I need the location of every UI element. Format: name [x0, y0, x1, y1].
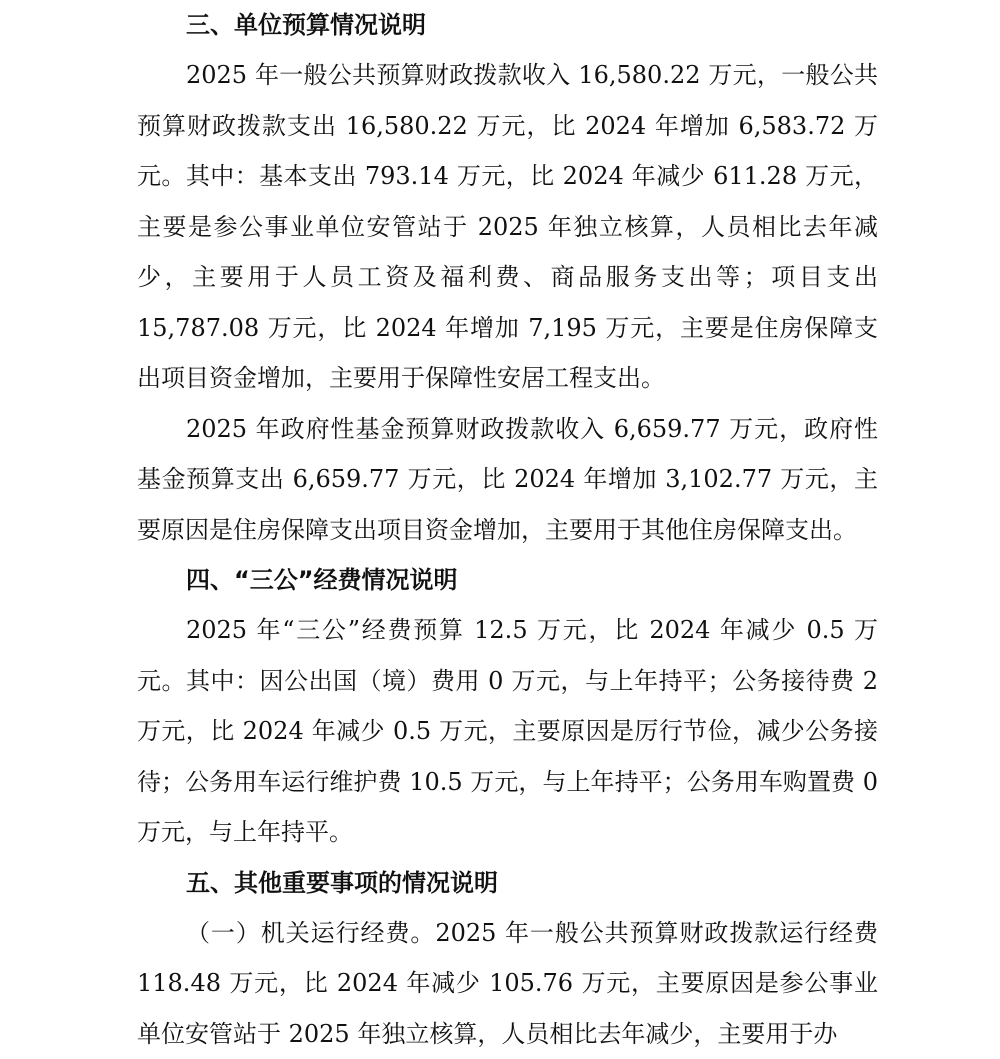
- document-page: [137, 0, 878, 1059]
- operating-expenses-text: 2025 年一般公共预算财政拨款运行经费 118.48 万元，比 2024 年减少 105.76 万元，主要原因是参公事业单位安管站于 2025 年独立核算，人员相比去年减少，主要用于办: [137, 918, 878, 1048]
- operating-expenses-lead: （一）机关运行经费。: [186, 918, 436, 947]
- paragraph-operating-expenses: [137, 908, 878, 1059]
- paragraph-general-public-budget: 2025 年一般公共预算财政拨款收入 16,580.22 万元，一般公共预算财政拨款支出 16,580.22 万元，比 2024 年增加 6,583.72 万元。其中：基本支出 793.14 万元，比 2024 年减少 611.28 万元，主要是参公事业单位安管站于 2025 年独立核算，人员相比去年减少，主要用于人员工资及福利费、商品服务支出等；项目支出 15,787.08 万元，比 2024 年增加 7,195 万元，主要是住房保障支出项目资金增加，主要用于保障性安居工程支出。: [137, 61, 878, 392]
- paragraph-government-fund-budget: 2025 年政府性基金预算财政拨款收入 6,659.77 万元，政府性基金预算支出 6,659.77 万元，比 2024 年增加 3,102.77 万元，主要原因是住房保障支出项目资金增加，主要用于其他住房保障支出。: [137, 414, 878, 544]
- section-heading-unit-budget: 三、单位预算情况说明: [186, 11, 426, 39]
- paragraph-three-public-expenses: 2025 年“三公”经费预算 12.5 万元，比 2024 年减少 0.5 万元。其中：因公出国（境）费用 0 万元，与上年持平；公务接待费 2 万元，比 2024 年减少 0.5 万元，主要原因是厉行节俭，减少公务接待；公务用车运行维护费 10.5 万元，与上年持平；公务用车购置费 0 万元，与上年持平。: [137, 616, 878, 846]
- section-heading-other-matters: 五、其他重要事项的情况说明: [186, 868, 498, 897]
- section-heading-three-public-expenses: 四、“三公”经费情况说明: [186, 566, 458, 594]
